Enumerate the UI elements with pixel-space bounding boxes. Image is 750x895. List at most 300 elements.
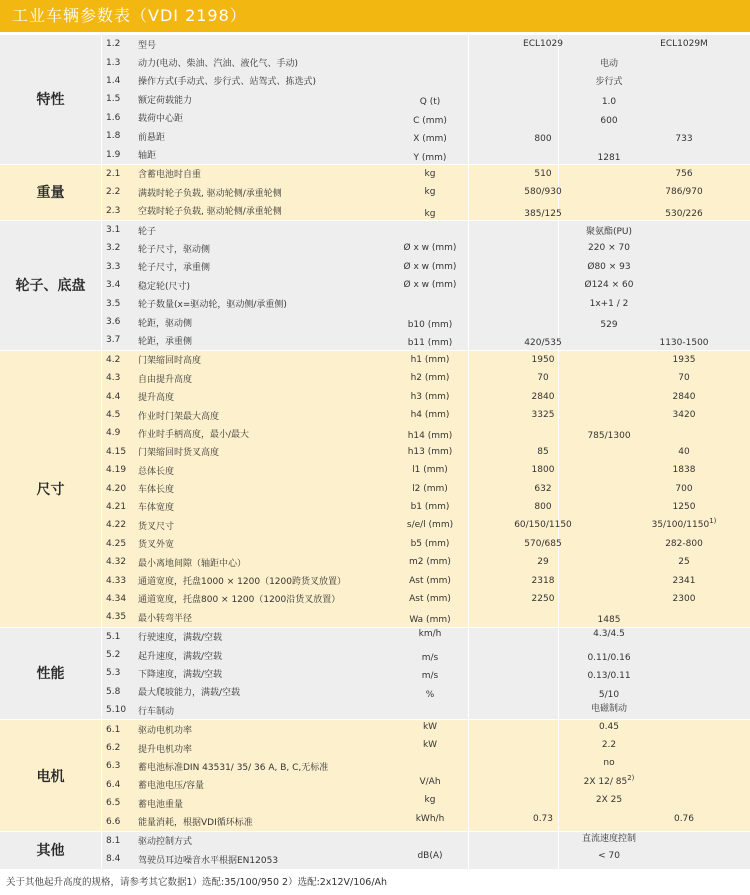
table-row <box>102 535 750 553</box>
table-row <box>102 720 750 738</box>
value-text: 600 <box>600 115 618 126</box>
category-label: 其他 <box>0 832 102 869</box>
item-number: 3.2 <box>106 243 121 254</box>
item-number: 4.5 <box>106 410 121 420</box>
shared-value <box>468 153 750 163</box>
item-number: 1.8 <box>106 131 121 142</box>
item-description: 轮子尺寸，承重侧 <box>138 263 211 274</box>
item-description: 轮距，承重侧 <box>138 336 193 347</box>
item-number: 5.3 <box>106 668 121 679</box>
item-number: 4.22 <box>106 520 127 531</box>
table-row <box>102 424 750 442</box>
value-ecl1029m <box>618 392 750 402</box>
item-unit: Q (t) <box>419 97 441 108</box>
section-rows <box>102 832 750 869</box>
item-description: 最大爬坡能力，满载/空载 <box>138 688 241 699</box>
item-description: 车体长度 <box>138 485 175 496</box>
table-row <box>102 664 750 682</box>
value-text: 70 <box>678 373 690 384</box>
category-label: 特性 <box>0 35 102 164</box>
shared-value <box>468 97 750 107</box>
item-description: 轮子尺寸，驱动侧 <box>138 244 211 255</box>
table-row <box>102 406 750 424</box>
value-text: 2X 12/ 85 <box>583 776 628 787</box>
value-ecl1029: 580/930 <box>524 187 562 198</box>
value-text: 3420 <box>672 410 696 420</box>
item-unit: h13 (mm) <box>407 446 453 457</box>
table-row <box>102 35 750 53</box>
footnote-marker: 1) <box>709 517 717 526</box>
item-number: 5.10 <box>106 705 127 716</box>
item-description: 门架缩回时货叉高度 <box>138 448 220 459</box>
value-text: 电动 <box>599 59 618 70</box>
value-text: 1x+1 / 2 <box>589 298 629 309</box>
value-text: 756 <box>675 168 693 179</box>
category-label: 重量 <box>0 165 102 220</box>
item-unit: l2 (mm) <box>412 483 448 494</box>
value-ecl1029m <box>618 517 750 531</box>
value-text: 电磁制动 <box>590 703 627 714</box>
item-number: 5.1 <box>106 631 121 642</box>
item-number: 4.20 <box>106 483 127 494</box>
item-unit: kW <box>422 721 438 732</box>
category-label: 尺寸 <box>0 351 102 627</box>
value-ecl1029m <box>618 576 750 586</box>
value-ecl1029: 632 <box>534 483 552 494</box>
table-row <box>102 498 750 516</box>
value-ecl1029: 800 <box>534 134 552 145</box>
item-unit: m2 (mm) <box>409 557 451 568</box>
item-description: 自由提升高度 <box>138 374 193 385</box>
value-ecl1029: 1800 <box>531 465 555 476</box>
item-number: 2.1 <box>106 168 121 179</box>
footnote: 关于其他起升高度的规格，请参考其它数据1）选配:35/100/950 2）选配:2x12V/106/Ah <box>6 877 388 888</box>
shared-value <box>468 243 750 253</box>
value-text: 40 <box>678 446 690 457</box>
item-description: 操作方式(手动式、步行式、站驾式、拣选式) <box>138 77 317 88</box>
value-text: 5/10 <box>598 689 620 700</box>
item-unit: h3 (mm) <box>410 391 450 402</box>
item-number: 3.5 <box>106 298 121 309</box>
shared-value <box>468 740 750 750</box>
shared-value <box>468 629 750 639</box>
item-description: 作业时手柄高度，最小/最大 <box>138 429 250 440</box>
item-unit: Ø x w (mm) <box>403 243 457 254</box>
shared-value <box>468 851 750 861</box>
item-unit: kg <box>424 168 436 179</box>
item-number: 4.34 <box>106 593 127 604</box>
category-label: 性能 <box>0 628 102 720</box>
value-ecl1029m <box>618 373 750 383</box>
value-ecl1029: 29 <box>537 557 549 568</box>
table-row <box>102 276 750 294</box>
value-ecl1029m <box>618 169 750 179</box>
value-ecl1029: 2840 <box>531 391 555 402</box>
table-row <box>102 72 750 90</box>
table-row <box>102 850 750 868</box>
item-number: 2.2 <box>106 187 121 198</box>
shared-value <box>468 224 750 237</box>
item-description: 额定荷载能力 <box>138 95 193 106</box>
shared-value <box>468 653 750 663</box>
item-description: 动力(电动、柴油、汽油、液化气、手动) <box>138 59 299 70</box>
section-rows <box>102 351 750 627</box>
category-label: 轮子、底盘 <box>0 221 102 350</box>
table-row <box>102 369 750 387</box>
value-text: 1935 <box>672 354 696 365</box>
item-number: 6.1 <box>106 724 121 735</box>
shared-value <box>468 773 750 787</box>
table-row <box>102 794 750 812</box>
table-row <box>102 479 750 497</box>
item-description: 蓄电池重量 <box>138 799 184 810</box>
value-ecl1029: ECL1029 <box>523 39 563 50</box>
item-description: 最小转弯半径 <box>138 613 193 624</box>
item-number: 4.15 <box>106 446 127 457</box>
value-text: 直流速度控制 <box>581 834 636 845</box>
table-row <box>102 683 750 701</box>
item-unit: b1 (mm) <box>410 501 450 512</box>
item-description: 通道宽度，托盘800 × 1200（1200沿货叉放置） <box>138 595 341 606</box>
section-1 <box>0 35 750 165</box>
value-ecl1029m <box>618 557 750 567</box>
item-description: 货叉尺寸 <box>138 521 175 532</box>
shared-value <box>468 831 750 844</box>
item-unit: kg <box>424 795 436 806</box>
item-number: 4.4 <box>106 391 121 402</box>
table-row <box>102 221 750 239</box>
item-unit: h2 (mm) <box>410 373 450 384</box>
value-text: 4.3/4.5 <box>593 628 625 639</box>
item-description: 行车制动 <box>138 706 175 717</box>
item-number: 4.35 <box>106 612 127 623</box>
table-row <box>102 739 750 757</box>
section-6 <box>0 720 750 831</box>
table-row <box>102 757 750 775</box>
table-row <box>102 773 750 794</box>
value-ecl1029m <box>618 465 750 475</box>
item-number: 3.4 <box>106 280 121 291</box>
value-ecl1029m <box>618 502 750 512</box>
table-row <box>102 590 750 608</box>
value-text: Ø80 × 93 <box>587 261 631 272</box>
item-unit: C (mm) <box>413 115 447 126</box>
value-text: 步行式 <box>595 77 623 88</box>
item-description: 提升电机功率 <box>138 744 193 755</box>
item-unit: X (mm) <box>413 134 447 145</box>
item-number: 1.4 <box>106 75 121 86</box>
value-ecl1029m <box>618 484 750 494</box>
value-text: no <box>603 758 615 769</box>
table-row <box>102 127 750 145</box>
value-text: Ø124 × 60 <box>584 280 634 291</box>
item-description: 门架缩回时高度 <box>138 356 202 367</box>
item-description: 作业时门架最大高度 <box>138 411 220 422</box>
value-text: 786/970 <box>665 187 703 198</box>
shared-value <box>468 280 750 290</box>
value-text: 2341 <box>672 575 696 586</box>
item-unit: kWh/h <box>415 813 445 824</box>
shared-value <box>468 690 750 700</box>
table-row <box>102 90 750 108</box>
item-description: 轮子 <box>138 226 157 237</box>
item-number: 1.3 <box>106 57 121 68</box>
section-3 <box>0 221 750 351</box>
value-ecl1029: 60/150/1150 <box>514 520 572 531</box>
item-number: 6.2 <box>106 743 121 754</box>
shared-value <box>468 615 750 625</box>
value-text: 2.2 <box>601 740 617 751</box>
table-row <box>102 258 750 276</box>
item-unit: kg <box>424 187 436 198</box>
value-text: 0.45 <box>598 721 620 732</box>
value-ecl1029: 420/535 <box>524 338 562 349</box>
value-ecl1029m <box>618 355 750 365</box>
item-description: 轴距 <box>138 151 157 162</box>
value-ecl1029m <box>618 447 750 457</box>
item-description: 载荷中心距 <box>138 114 184 125</box>
item-number: 4.2 <box>106 354 121 365</box>
shared-value <box>468 722 750 732</box>
category-label: 电机 <box>0 720 102 830</box>
item-number: 8.4 <box>106 854 121 865</box>
table-row <box>102 294 750 312</box>
shared-value <box>468 671 750 681</box>
value-ecl1029: 800 <box>534 501 552 512</box>
item-unit: V/Ah <box>419 776 441 787</box>
section-2 <box>0 165 750 221</box>
value-ecl1029: 3325 <box>531 410 555 420</box>
item-unit: b10 (mm) <box>407 320 453 331</box>
shared-value <box>468 116 750 126</box>
item-description: 前悬距 <box>138 132 166 143</box>
section-rows <box>102 35 750 164</box>
item-number: 4.19 <box>106 465 127 476</box>
item-number: 1.9 <box>106 149 121 160</box>
value-text: 2300 <box>672 593 696 604</box>
value-text: 2X 25 <box>595 795 623 806</box>
shared-value <box>468 299 750 309</box>
section-5 <box>0 628 750 721</box>
item-number: 6.4 <box>106 779 121 790</box>
value-ecl1029: 570/685 <box>524 538 562 549</box>
table-row <box>102 516 750 534</box>
spec-table <box>0 35 750 870</box>
value-ecl1029: 0.73 <box>532 813 554 824</box>
shared-value <box>468 320 750 330</box>
item-description: 驱动控制方式 <box>138 837 193 848</box>
table-row <box>102 313 750 331</box>
item-unit: h14 (mm) <box>407 431 453 442</box>
item-number: 6.3 <box>106 761 121 772</box>
item-unit: b5 (mm) <box>410 538 450 549</box>
item-unit: Ast (mm) <box>409 575 451 586</box>
table-row <box>102 832 750 850</box>
shared-value <box>468 701 750 714</box>
item-unit: Y (mm) <box>413 152 447 163</box>
item-number: 3.7 <box>106 335 121 346</box>
value-ecl1029: 510 <box>534 168 552 179</box>
value-ecl1029: 85 <box>537 446 549 457</box>
item-description: 提升高度 <box>138 393 175 404</box>
value-text: ECL1029M <box>660 39 708 50</box>
table-row <box>102 443 750 461</box>
value-text: 1130-1500 <box>659 338 709 349</box>
page-title: 工业车辆参数表（VDI 2198） <box>0 0 750 32</box>
shared-value <box>468 431 750 441</box>
item-number: 4.33 <box>106 575 127 586</box>
item-number: 3.6 <box>106 317 121 328</box>
table-row <box>102 628 750 646</box>
table-row <box>102 701 750 719</box>
value-text: 35/100/1150 <box>651 520 710 531</box>
item-unit: h1 (mm) <box>410 354 450 365</box>
shared-value <box>468 758 750 768</box>
table-row <box>102 608 750 626</box>
table-row <box>102 387 750 405</box>
item-unit: m/s <box>421 671 439 682</box>
value-text: 530/226 <box>665 208 703 219</box>
value-text: 0.11/0.16 <box>587 653 631 664</box>
item-description: 满载时轮子负载, 驱动轮侧/承重轮侧 <box>138 188 282 199</box>
value-ecl1029m <box>618 338 750 348</box>
value-text: 2840 <box>672 391 696 402</box>
table-row <box>102 646 750 664</box>
item-number: 6.6 <box>106 816 121 827</box>
item-description: 含蓄电池时自重 <box>138 170 202 181</box>
item-number: 4.25 <box>106 538 127 549</box>
value-text: 733 <box>675 134 693 145</box>
value-ecl1029m <box>618 594 750 604</box>
item-description: 蓄电池电压/容量 <box>138 781 205 792</box>
section-rows <box>102 720 750 830</box>
item-number: 4.9 <box>106 428 121 439</box>
table-row <box>102 109 750 127</box>
shared-value <box>468 262 750 272</box>
table-row <box>102 461 750 479</box>
value-text: 1838 <box>672 465 696 476</box>
table-row <box>102 165 750 183</box>
item-description: 行驶速度，满载/空载 <box>138 633 223 644</box>
item-number: 5.2 <box>106 650 121 661</box>
shared-value <box>468 74 750 87</box>
section-rows <box>102 221 750 350</box>
table-row <box>102 183 750 201</box>
value-text: 700 <box>675 483 693 494</box>
table-row <box>102 202 750 220</box>
section-rows <box>102 628 750 720</box>
table-row <box>102 571 750 589</box>
value-text: 220 × 70 <box>588 243 630 254</box>
value-ecl1029m <box>618 187 750 197</box>
item-description: 蓄电池标准DIN 43531/ 35/ 36 A, B, C,无标准 <box>138 762 329 773</box>
table-row <box>102 331 750 349</box>
item-description: 下降速度，满载/空载 <box>138 669 223 680</box>
item-number: 3.1 <box>106 225 121 236</box>
item-unit: Ø x w (mm) <box>403 261 457 272</box>
value-text: 282-800 <box>665 538 703 549</box>
item-number: 2.3 <box>106 205 121 216</box>
item-number: 4.21 <box>106 501 127 512</box>
table-row <box>102 553 750 571</box>
item-description: 货叉外宽 <box>138 540 175 551</box>
item-number: 8.1 <box>106 835 121 846</box>
value-text: 0.13/0.11 <box>587 671 631 682</box>
section-4 <box>0 351 750 628</box>
value-ecl1029m <box>618 410 750 420</box>
value-ecl1029m <box>618 539 750 549</box>
table-row <box>102 239 750 257</box>
item-number: 1.6 <box>106 112 121 123</box>
item-description: 稳定轮(尺寸) <box>138 281 191 292</box>
item-description: 驾驶员耳边噪音水平根据EN12053 <box>138 855 279 866</box>
item-description: 最小离地间隙（轴距中心） <box>138 558 247 569</box>
value-text: 529 <box>600 320 618 331</box>
section-7 <box>0 832 750 870</box>
value-ecl1029: 1950 <box>531 354 555 365</box>
shared-value <box>468 56 750 69</box>
value-ecl1029m <box>618 814 750 824</box>
item-description: 总体长度 <box>138 466 175 477</box>
item-unit: s/e/l (mm) <box>406 520 454 531</box>
value-text: 1485 <box>597 615 621 626</box>
item-number: 1.2 <box>106 39 121 50</box>
item-description: 起升速度，满载/空载 <box>138 651 223 662</box>
table-row <box>102 351 750 369</box>
item-unit: % <box>425 689 435 700</box>
item-unit: km/h <box>418 628 442 639</box>
item-unit: h4 (mm) <box>410 410 450 420</box>
footnote-marker: 2) <box>627 773 635 782</box>
table-row <box>102 53 750 71</box>
item-unit: Wa (mm) <box>409 615 451 626</box>
item-unit: kg <box>424 208 436 219</box>
value-text: 1.0 <box>601 97 617 108</box>
item-description: 驱动电机功率 <box>138 726 193 737</box>
item-unit: Ø x w (mm) <box>403 280 457 291</box>
value-ecl1029m <box>618 134 750 144</box>
item-description: 轮距，驱动侧 <box>138 318 193 329</box>
value-ecl1029: 385/125 <box>524 208 562 219</box>
item-description: 能量消耗，根据VDI循环标准 <box>138 818 253 829</box>
item-number: 4.3 <box>106 373 121 384</box>
item-description: 空载时轮子负载, 驱动轮侧/承重轮侧 <box>138 207 282 218</box>
section-rows <box>102 165 750 220</box>
item-unit: Ast (mm) <box>409 593 451 604</box>
item-number: 5.8 <box>106 686 121 697</box>
item-unit: dB(A) <box>417 851 443 862</box>
item-description: 车体宽度 <box>138 503 175 514</box>
value-ecl1029: 70 <box>537 373 549 384</box>
item-number: 6.5 <box>106 798 121 809</box>
item-unit: kW <box>422 740 438 751</box>
value-ecl1029: 2318 <box>531 575 555 586</box>
value-text: 聚氨酯(PU) <box>585 226 633 237</box>
item-number: 1.5 <box>106 94 121 105</box>
item-number: 4.32 <box>106 557 127 568</box>
shared-value <box>468 795 750 805</box>
value-text: 1281 <box>597 152 621 163</box>
value-text: < 70 <box>598 851 620 862</box>
value-text: 25 <box>678 557 690 568</box>
table-row <box>102 812 750 830</box>
item-description: 轮子数量(x=驱动轮，驱动侧/承重侧) <box>138 300 287 311</box>
item-unit: m/s <box>421 653 439 664</box>
item-unit: l1 (mm) <box>412 465 448 476</box>
item-description: 通道宽度，托盘1000 × 1200（1200跨货叉放置） <box>138 577 346 588</box>
value-text: 0.76 <box>673 813 695 824</box>
value-ecl1029: 2250 <box>531 593 555 604</box>
